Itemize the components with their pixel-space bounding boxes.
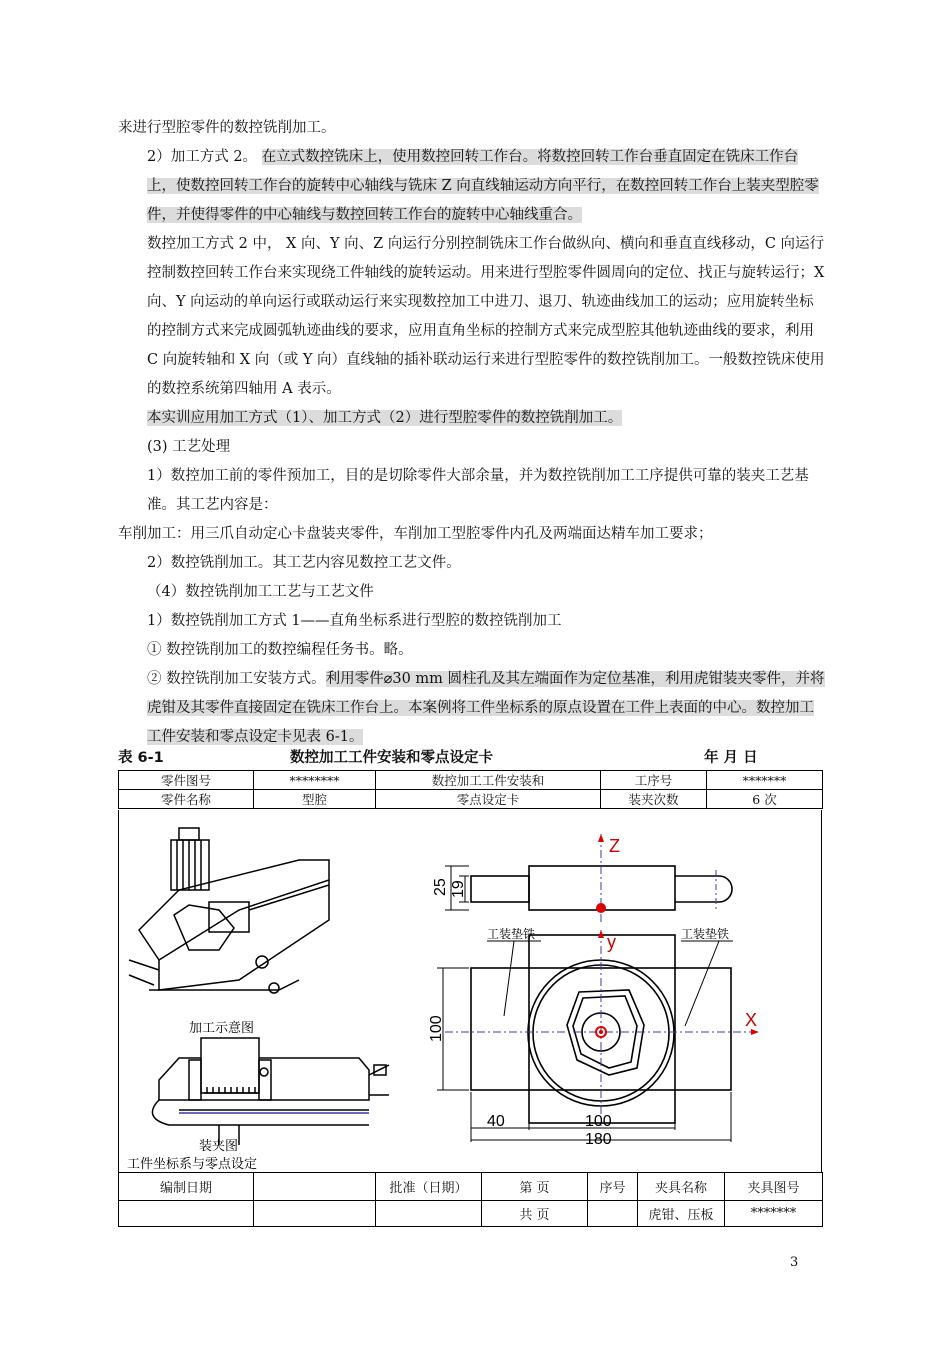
paragraph bbox=[118, 404, 826, 433]
dim-25: 25 bbox=[432, 878, 449, 896]
compile-date-label: 编制日期 bbox=[119, 1173, 254, 1201]
paragraph bbox=[118, 433, 826, 462]
dim-180: 180 bbox=[585, 1131, 612, 1148]
highlighted-text: 在立式数控铣床上，使用数控回转工作台。将数控回转工作台垂直固定在铣床工作台上，使数控回转工作台的旋转中心轴线与铣床 Z 向直线轴运动方向平行，在数控回转工作台上装夹型腔零件，并使得零件的中心轴线与数控回转工作台的旋转中心轴线重合。 bbox=[147, 149, 819, 223]
paragraph bbox=[118, 520, 826, 549]
paragraph bbox=[118, 578, 826, 607]
part-name-label: 零件名称 bbox=[119, 790, 254, 809]
part-no-label: 零件图号 bbox=[119, 771, 254, 790]
paragraph bbox=[118, 665, 826, 752]
dim-19: 19 bbox=[450, 880, 467, 898]
part-name: 型腔 bbox=[254, 790, 376, 809]
highlighted-text: 利用零件⌀30 mm 圆柱孔及其左端面作为定位基准，利用虎钳装夹零件，并将虎钳及其零件直接固定在铣床工作台上。本案例将工件坐标系的原点设置在工件上表面的中心。数控加工工件安装和零点设定卡见表 6-1。 bbox=[147, 671, 825, 745]
card-name-line1: 数控加工工件安装和 bbox=[376, 771, 601, 790]
part-no: ******** bbox=[254, 771, 376, 790]
pad-right-label: 工装垫铁 bbox=[681, 927, 730, 941]
paragraph-text: ② 数控铣削加工安装方式。 bbox=[147, 671, 326, 687]
body-text bbox=[118, 114, 826, 752]
pad-left-label: 工装垫铁 bbox=[487, 927, 536, 941]
paragraph bbox=[118, 636, 826, 665]
page-no-label: 第 页 bbox=[482, 1173, 588, 1201]
clamp-count: 6 次 bbox=[707, 790, 823, 809]
approve-label: 批准（日期） bbox=[376, 1173, 482, 1201]
paragraph bbox=[118, 462, 826, 520]
paragraph-text: 车削加工：用三爪自动定心卡盘装夹零件，车削加工型腔零件内孔及两端面达精车加工要求； bbox=[118, 526, 713, 542]
vise-clamping-sketch bbox=[152, 1038, 389, 1145]
fixture-drawing-label: 夹具图号 bbox=[725, 1173, 823, 1201]
paragraph-text: 1）数控加工前的零件预加工，目的是切除零件大部余量，并为数控铣削加工工序提供可靠的装夹工艺基准。其工艺内容是： bbox=[147, 468, 809, 513]
paragraph-text: （4）数控铣削加工工艺与工艺文件 bbox=[147, 584, 374, 600]
card-footer-table bbox=[118, 1172, 823, 1227]
axis-x-label: X bbox=[745, 1010, 758, 1030]
table-id: 表 6-1 bbox=[118, 750, 164, 766]
fixture-name-label: 夹具名称 bbox=[638, 1173, 725, 1201]
paragraph bbox=[118, 549, 826, 578]
machining-label: 加工示意图 bbox=[189, 1020, 255, 1035]
compile-date-value bbox=[254, 1173, 376, 1201]
paragraph bbox=[118, 114, 826, 143]
clamping-label: 装夹图 bbox=[199, 1138, 239, 1153]
page-total-label: 共 页 bbox=[482, 1201, 588, 1227]
fixture-drawing-value: ******* bbox=[725, 1201, 823, 1227]
paragraph bbox=[118, 143, 826, 230]
table-date: 年 月 日 bbox=[704, 750, 758, 766]
paragraph bbox=[118, 230, 826, 404]
vise-machining-sketch bbox=[129, 828, 329, 993]
axis-y-label: y bbox=[607, 932, 616, 952]
coord-label: 工件坐标系与零点设定 bbox=[127, 1156, 258, 1171]
paragraph-text: ① 数控铣削加工的数控编程任务书。略。 bbox=[147, 642, 413, 658]
axis-z-label: Z bbox=[609, 836, 620, 856]
setup-drawing bbox=[119, 810, 821, 1172]
paragraph-text: 数控加工方式 2 中， X 向、Y 向、Z 向运行分别控制铣床工作台做纵向、横向和垂直直线移动，C 向运行控制数控回转工作台来实现绕工件轴线的旋转运动。用来进行型腔零件圆周向的定位、找正与旋转运行；X 向、Y 向运动的单向运行或联动运行来实现数控加工中进刀、退刀、轨迹曲线加工的运动；应用旋转坐标的控制方式来完成圆弧轨迹曲线的要求，应用直角坐标的控制方式来完成型腔其他轨迹曲线的要求，利用 C 向旋转轴和 X 向（或 Y 向）直线轴的插补联动运行来进行型腔零件的数控铣削加工。一般数控铣床使用的数控系统第四轴用 A 表示。 bbox=[147, 236, 825, 397]
figure-area bbox=[118, 810, 822, 1172]
table-title: 数控加工工件安装和零点设定卡 bbox=[290, 750, 493, 766]
table-title-row bbox=[118, 746, 822, 768]
card-name-line2: 零点设定卡 bbox=[376, 790, 601, 809]
footer-empty-4 bbox=[588, 1201, 638, 1227]
footer-empty-2 bbox=[254, 1201, 376, 1227]
paragraph-text: (3) 工艺处理 bbox=[147, 439, 231, 455]
highlighted-text: 本实训应用加工方式（1）、加工方式（2）进行型腔零件的数控铣削加工。 bbox=[147, 410, 623, 426]
process-label: 工序号 bbox=[601, 771, 707, 790]
page-number: 3 bbox=[790, 1255, 799, 1270]
seq-label: 序号 bbox=[588, 1173, 638, 1201]
dim-100-horizontal: 100 bbox=[585, 1113, 612, 1130]
footer-empty-3 bbox=[376, 1201, 482, 1227]
dim-100-vertical: 100 bbox=[428, 1015, 445, 1042]
process-no: ******* bbox=[707, 771, 823, 790]
card-header-table bbox=[118, 770, 823, 809]
paragraph-text: 1）数控铣削加工方式 1——直角坐标系进行型腔的数控铣削加工 bbox=[147, 613, 562, 629]
footer-empty-1 bbox=[119, 1201, 254, 1227]
paragraph-text: 2）数控铣削加工。其工艺内容见数控工艺文件。 bbox=[147, 555, 461, 571]
paragraph-text: 2）加工方式 2。 bbox=[147, 149, 262, 165]
paragraph bbox=[118, 607, 826, 636]
dim-40: 40 bbox=[487, 1113, 505, 1130]
paragraph-text: 来进行型腔零件的数控铣削加工。 bbox=[118, 120, 336, 136]
fixture-name-value: 虎钳、压板 bbox=[638, 1201, 725, 1227]
clamp-count-label: 装夹次数 bbox=[601, 790, 707, 809]
